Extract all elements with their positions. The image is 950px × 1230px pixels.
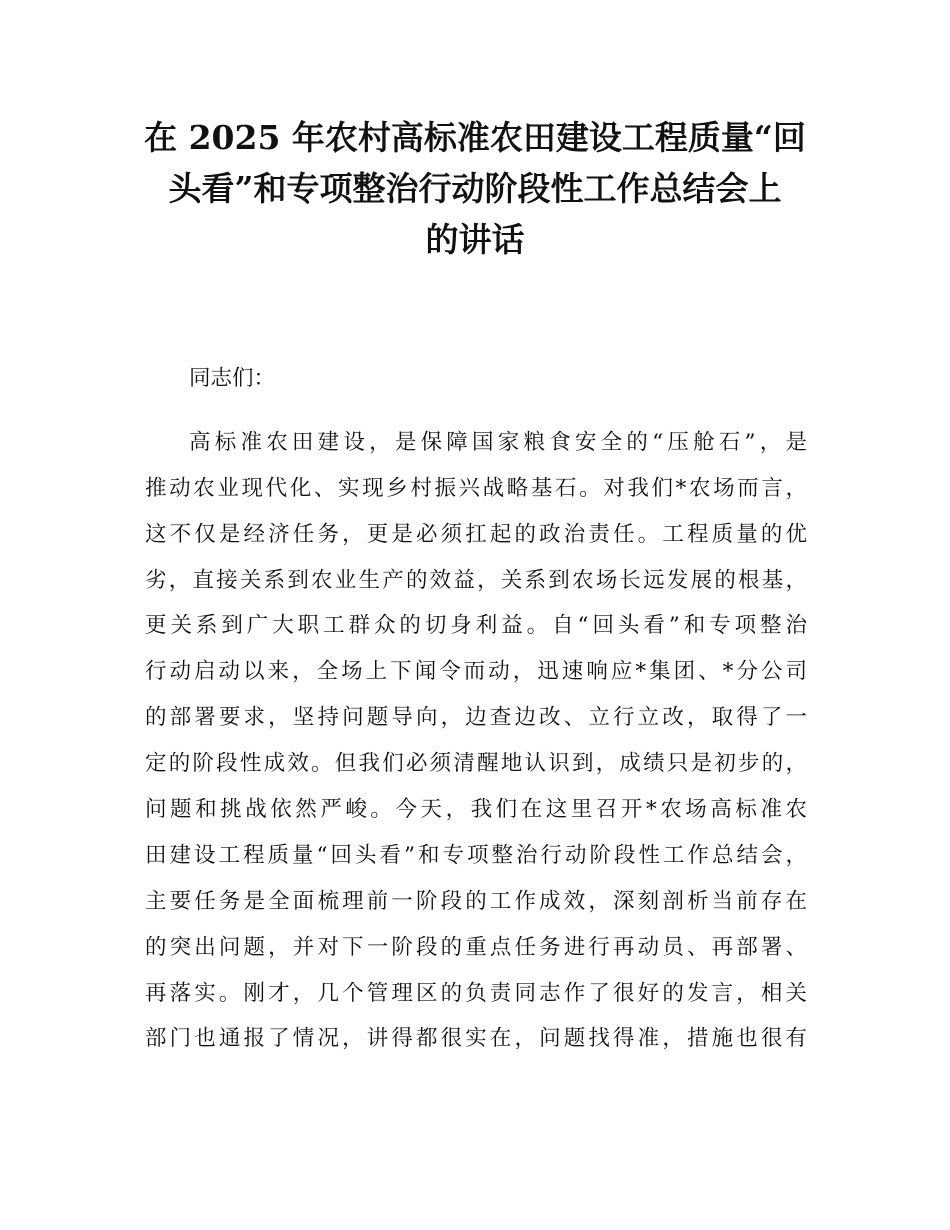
paragraph-line: 行动启动以来，全场上下闻令而动，迅速响应*集团、*分公司	[145, 659, 807, 685]
paragraph-line: 定的阶段性成效。但我们必须清醒地认识到，成绩只是初步的，	[145, 751, 807, 777]
salutation: 同志们：	[189, 366, 276, 391]
document-body	[145, 356, 807, 1062]
title-line: 头看”和专项整治行动阶段性工作总结会上	[168, 169, 782, 208]
paragraph-line: 的部署要求，坚持问题导向，边查边改、立行立改，取得了一	[145, 705, 807, 731]
document-title	[140, 112, 810, 265]
title-line: 在 2025 年农村高标准农田建设工程质量“回	[144, 118, 806, 157]
paragraph-line: 主要任务是全面梳理前一阶段的工作成效，深刻剖析当前存在	[145, 888, 807, 914]
paragraph-line: 劣，直接关系到农业生产的效益，关系到农场长远发展的根基，	[145, 567, 807, 593]
paragraph	[145, 420, 807, 1062]
paragraph-line: 部门也通报了情况，讲得都很实在，问题找得准，措施也很有	[145, 1026, 807, 1052]
paragraph-line: 更关系到广大职工群众的切身利益。自“回头看”和专项整治	[145, 613, 807, 639]
paragraph-line: 这不仅是经济任务，更是必须扛起的政治责任。工程质量的优	[145, 521, 807, 547]
paragraph-line: 推动农业现代化、实现乡村振兴战略基石。对我们*农场而言，	[145, 475, 807, 501]
paragraph-line: 问题和挑战依然严峻。今天，我们在这里召开*农场高标准农	[145, 797, 807, 823]
paragraph-line: 高标准农田建设，是保障国家粮食安全的“压舱石”，是	[189, 429, 807, 455]
paragraph-line: 再落实。刚才，几个管理区的负责同志作了很好的发言，相关	[145, 980, 807, 1006]
paragraph-line: 田建设工程质量“回头看”和专项整治行动阶段性工作总结会，	[145, 842, 807, 868]
title-line: 的讲话	[425, 220, 525, 259]
paragraph-line: 的突出问题，并对下一阶段的重点任务进行再动员、再部署、	[145, 934, 807, 960]
